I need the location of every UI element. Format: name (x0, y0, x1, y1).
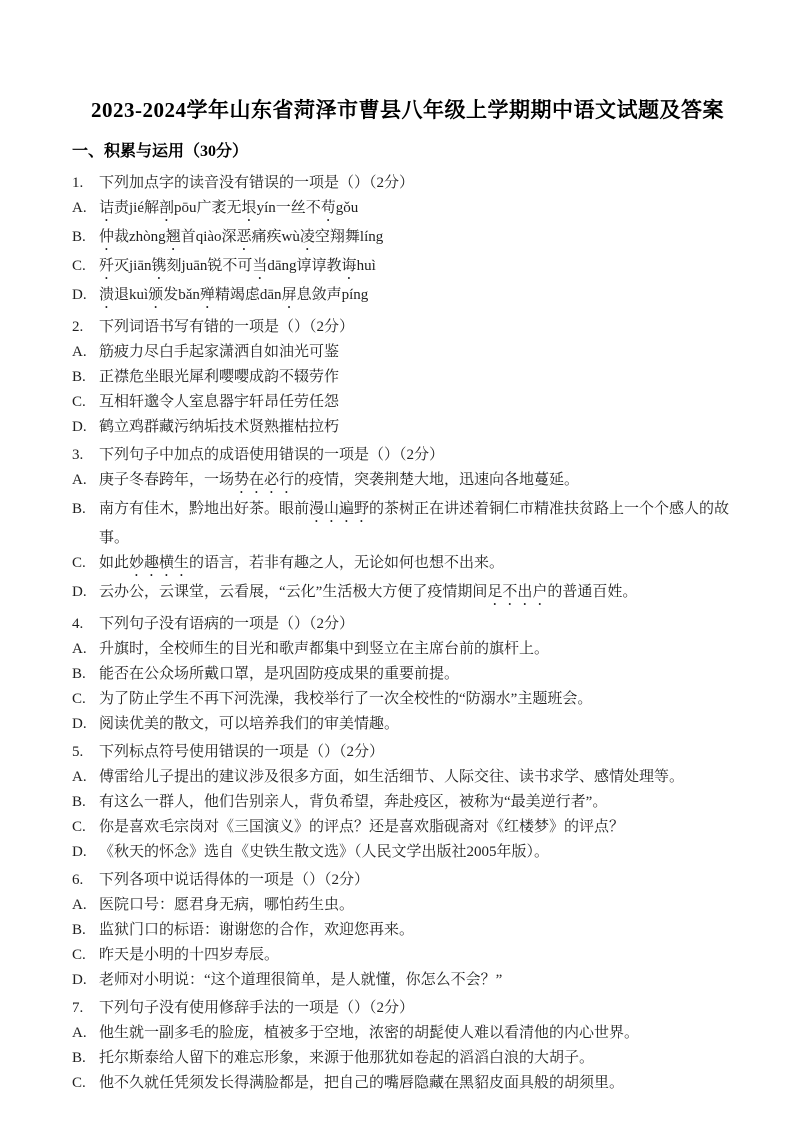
question (72, 171, 743, 312)
line-text: 傅雷给儿子提出的建议涉及很多方面，如生活细节、人际交往、读书求学、感情处理等。 (99, 769, 685, 785)
emphasized-text: 漫山遍野 (309, 501, 370, 517)
line-label: B. (72, 666, 86, 682)
line-text: 医院口号：愿君身无病，哪怕药生虫。 (99, 897, 355, 913)
question (72, 740, 743, 865)
line-text: 下列标点符号使用错误的一项是（）（2分） (99, 744, 385, 760)
line-label: C. (72, 555, 86, 571)
option-line (72, 662, 743, 687)
option-line (72, 1046, 743, 1071)
option-line (72, 968, 743, 993)
line-label: A. (72, 344, 87, 360)
emphasized-text: 诲 (341, 258, 357, 274)
line-text: 互相轩邈令人室息器宇轩昂任劳任怨 (99, 394, 340, 410)
line-label: C. (72, 258, 86, 274)
line-label: D. (72, 584, 87, 600)
line-label: 2. (72, 319, 84, 335)
emphasized-text: 镌 (151, 258, 167, 274)
line-text: 诘责jié解剖pōu广袤无垠yín一丝不苟gǒu (99, 200, 359, 216)
emphasized-text: 势在必行 (234, 472, 295, 488)
line-label: A. (72, 1025, 87, 1041)
line-text: 有这么一群人，他们告别亲人，背负希望，奔赴疫区，被称为“最美逆行者”。 (99, 794, 608, 810)
line-text: 为了防止学生不再下河洗澡，我校举行了一次全校性的“防溺水”主题班会。 (99, 691, 593, 707)
line-label: A. (72, 472, 87, 488)
line-label: C. (72, 394, 86, 410)
emphasized-text: 翘 (165, 229, 181, 245)
option-line (72, 765, 743, 790)
line-text: 下列加点字的读音没有错误的一项是（）（2分） (99, 175, 415, 191)
emphasized-text: 颁 (148, 287, 164, 303)
option-line (72, 580, 743, 609)
line-text: 云办公，云课堂，云看展，“云化”生活极大方便了疫情期间足不出户的普通百姓。 (99, 584, 638, 600)
option-line (72, 551, 743, 580)
line-text: 《秋天的怀念》选自《史铁生散文选》（人民文学出版社2005年版）。 (99, 844, 550, 860)
option-line (72, 254, 743, 283)
line-label: A. (72, 769, 87, 785)
line-label: B. (72, 1050, 86, 1066)
line-label: 6. (72, 872, 84, 888)
line-text: 下列词语书写有错的一项是（）（2分） (99, 319, 355, 335)
emphasized-text: 屏 (281, 287, 297, 303)
line-label: 4. (72, 616, 84, 632)
line-label: B. (72, 229, 86, 245)
emphasized-text: 当 (252, 258, 268, 274)
line-text: 他不久就任凭须发长得满脸都是，把自己的嘴唇隐藏在黑貂皮面具般的胡须里。 (99, 1075, 625, 1091)
option-line (72, 918, 743, 943)
option-line (72, 815, 743, 840)
option-line (72, 225, 743, 254)
line-text: 鹤立鸡群藏污纳垢技术贤熟摧枯拉朽 (99, 419, 340, 435)
option-line (72, 497, 743, 551)
option-line (72, 687, 743, 712)
option-line (72, 283, 743, 312)
emphasized-text: 殚 (199, 287, 215, 303)
line-text: 南方有佳木，黔地出好茶。眼前漫山遍野的茶树正在讲述着铜仁市精准扶贫路上一个个感人的故事。 (99, 501, 730, 546)
option-line (72, 840, 743, 865)
line-text: 庚子冬春跨年，一场势在必行的疫情，突袭荆楚大地，迅速向各地蔓延。 (99, 472, 580, 488)
line-text: 溃退kuì颁发bǎn殚精竭虑dān屏息敛声píng (99, 287, 369, 303)
question-stem (72, 996, 743, 1021)
section-heading: 一、积累与运用（30分） (72, 143, 249, 160)
question (72, 443, 743, 609)
line-label: B. (72, 369, 86, 385)
question-stem (72, 443, 743, 468)
line-label: D. (72, 419, 87, 435)
line-label: D. (72, 844, 87, 860)
line-text: 歼灭jiān镌刻juān锐不可当dāng谆谆教诲huì (99, 258, 376, 274)
line-text: 下列各项中说话得体的一项是（）（2分） (99, 872, 370, 888)
option-line (72, 1071, 743, 1096)
line-label: C. (72, 1075, 86, 1091)
question-stem (72, 612, 743, 637)
option-line (72, 468, 743, 497)
option-line (72, 943, 743, 968)
emphasized-text: 苟 (320, 200, 336, 216)
question-stem (72, 171, 743, 196)
line-text: 他生就一副多毛的脸庞，植被多于空地，浓密的胡髭使人难以看清他的内心世界。 (99, 1025, 640, 1041)
line-text: 筋疲力尽白手起家潇洒自如油光可鉴 (99, 344, 340, 360)
question-stem (72, 315, 743, 340)
line-text: 下列句子中加点的成语使用错误的一项是（）（2分） (99, 447, 445, 463)
emphasized-text: 诘 (99, 200, 115, 216)
line-label: A. (72, 200, 87, 216)
emphasized-text: 垠 (241, 200, 257, 216)
line-label: B. (72, 922, 86, 938)
line-label: C. (72, 691, 86, 707)
option-line (72, 893, 743, 918)
line-label: 3. (72, 447, 84, 463)
line-text: 你是喜欢毛宗岗对《三国演义》的评点？还是喜欢脂砚斋对《红楼梦》的评点？ (99, 819, 625, 835)
emphasized-text: 妙趣横生 (129, 555, 190, 571)
emphasized-text: 恶 (236, 229, 252, 245)
line-label: C. (72, 819, 86, 835)
emphasized-text: 仲 (99, 229, 115, 245)
emphasized-text: 歼 (99, 258, 115, 274)
line-label: 1. (72, 175, 84, 191)
line-label: A. (72, 897, 87, 913)
option-line (72, 637, 743, 662)
question (72, 868, 743, 993)
option-line (72, 365, 743, 390)
line-label: D. (72, 287, 87, 303)
emphasized-text: 溃 (99, 287, 115, 303)
question-stem (72, 868, 743, 893)
emphasized-text: 足不出户 (487, 584, 548, 600)
line-text: 监狱门口的标语：谢谢您的合作，欢迎您再来。 (99, 922, 415, 938)
line-label: A. (72, 641, 87, 657)
page-title: 2023-2024学年山东省菏泽市曹县八年级上学期期中语文试题及答案 (91, 98, 724, 122)
line-text: 如此妙趣横生的语言，若非有趣之人，无论如何也想不出来。 (99, 555, 505, 571)
line-label: B. (72, 794, 86, 810)
line-text: 昨天是小明的十四岁寿辰。 (99, 947, 280, 963)
line-text: 升旗时，全校师生的目光和歌声都集中到竖立在主席台前的旗杆上。 (99, 641, 550, 657)
option-line (72, 790, 743, 815)
question-stem (72, 740, 743, 765)
line-label: D. (72, 716, 87, 732)
question (72, 315, 743, 440)
option-line (72, 1021, 743, 1046)
question (72, 996, 743, 1096)
option-line (72, 712, 743, 737)
line-label: D. (72, 972, 87, 988)
line-text: 老师对小明说：“这个道理很简单，是人就懂，你怎么不会？” (99, 972, 503, 988)
line-label: B. (72, 501, 86, 517)
emphasized-text: 剖 (159, 200, 175, 216)
option-line (72, 390, 743, 415)
line-text: 下列句子没有使用修辞手法的一项是（）（2分） (99, 1000, 415, 1016)
option-line (72, 340, 743, 365)
option-line (72, 196, 743, 225)
line-text: 阅读优美的散文，可以培养我们的审美情趣。 (99, 716, 400, 732)
line-text: 正襟危坐眼光犀利嘤嘤成韵不辍劳作 (99, 369, 340, 385)
line-text: 托尔斯泰给人留下的难忘形象，来源于他那犹如卷起的滔滔白浪的大胡子。 (99, 1050, 595, 1066)
line-label: C. (72, 947, 86, 963)
line-text: 仲裁zhòng翘首qiào深恶痛疾wù凌空翔舞líng (99, 229, 384, 245)
question (72, 612, 743, 737)
line-text: 能否在公众场所戴口罩，是巩固防疫成果的重要前提。 (99, 666, 460, 682)
option-line (72, 415, 743, 440)
line-label: 7. (72, 1000, 84, 1016)
line-label: 5. (72, 744, 84, 760)
emphasized-text: 凌 (299, 229, 315, 245)
questions (72, 171, 743, 1096)
line-text: 下列句子没有语病的一项是（）（2分） (99, 616, 355, 632)
